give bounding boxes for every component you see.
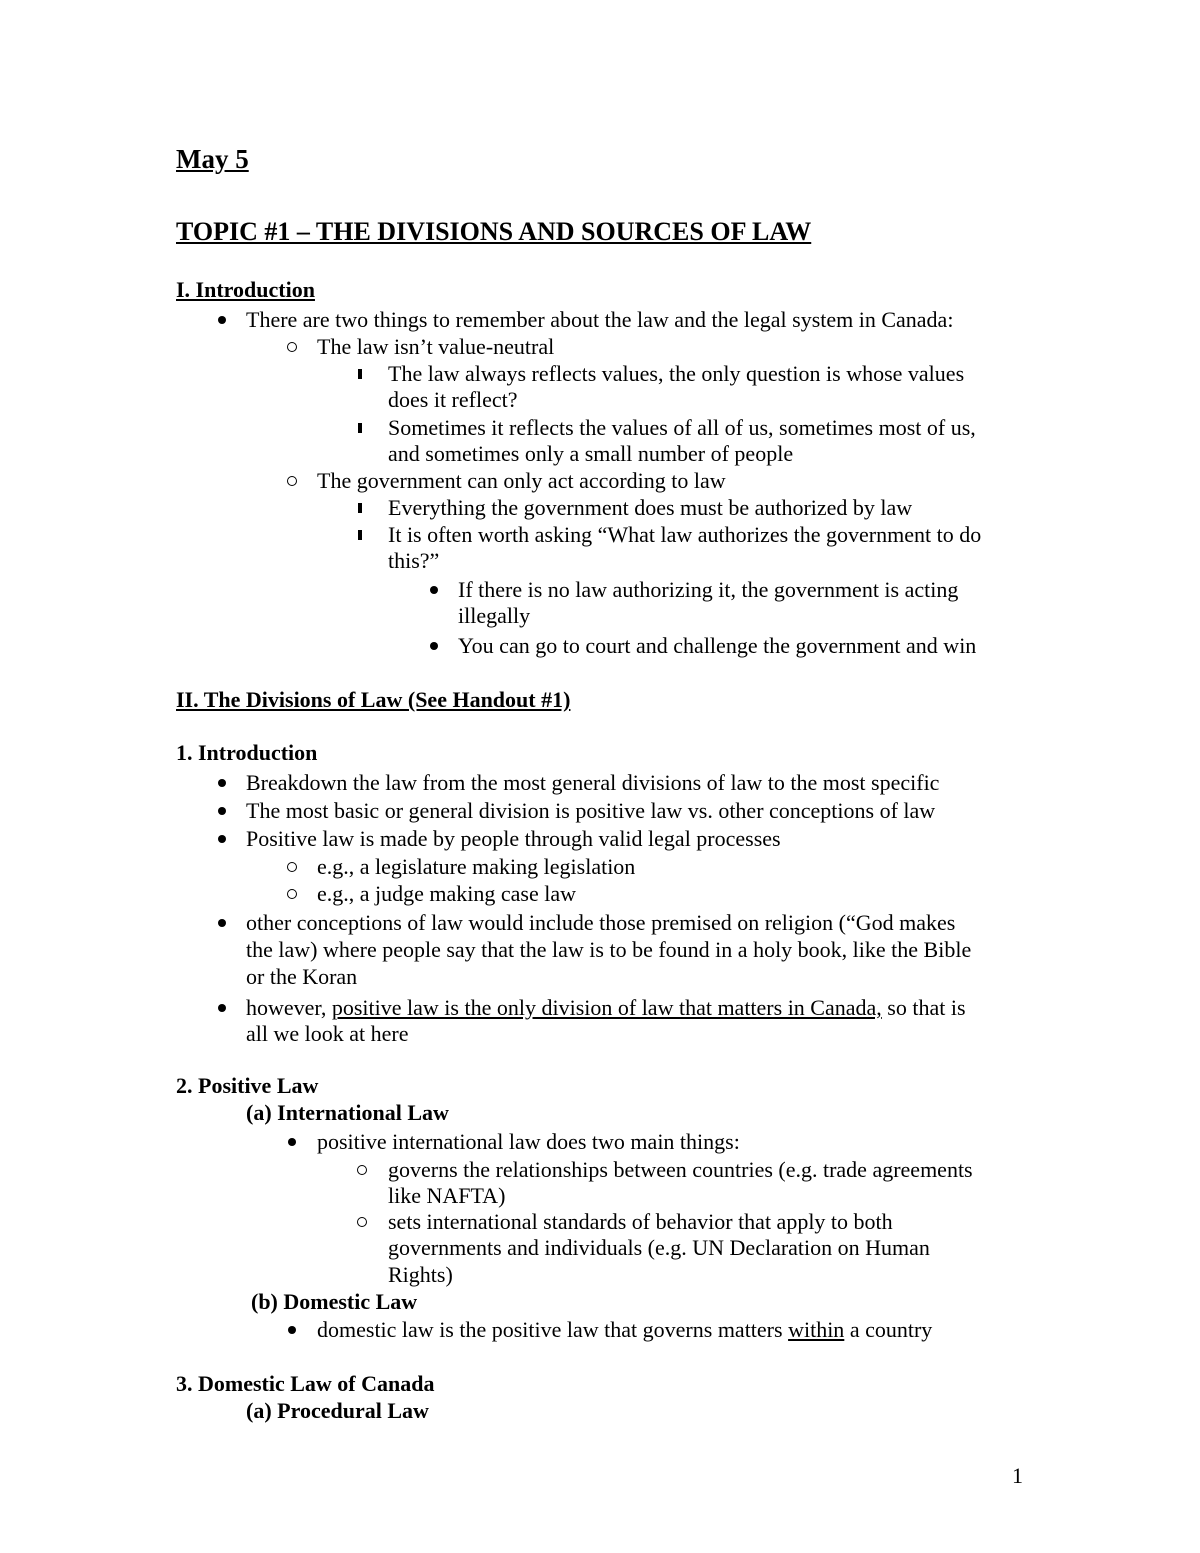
text-segment: however, [246, 995, 332, 1020]
subheading-introduction: 1. Introduction [176, 740, 318, 765]
list-item-continued: the law) where people say that the law is to be found in a holy book, like the Bible [246, 937, 972, 962]
list-item: The law isn’t value-neutral [317, 334, 555, 359]
list-item: e.g., a legislature making legislation [317, 854, 636, 879]
list-item: e.g., a judge making case law [317, 881, 577, 906]
list-item-continued: or the Koran [246, 964, 358, 989]
list-item: It is often worth asking “What law authorizes the government to do [388, 522, 982, 547]
list-item-continued: and sometimes only a small number of people [388, 441, 794, 466]
list-item: You can go to court and challenge the government and win [458, 633, 977, 658]
subheading-international-law: (a) International Law [246, 1100, 449, 1125]
list-item [246, 994, 966, 1021]
list-item-continued: like NAFTA) [388, 1183, 506, 1208]
list-item-continued: this?” [388, 548, 440, 573]
underlined-text: positive law is the only division of law that matters in Canada, [331, 995, 882, 1020]
subheading-domestic-law: (b) Domestic Law [251, 1289, 418, 1314]
underlined-text: within [788, 1317, 845, 1342]
list-item: Sometimes it reflects the values of all of us, sometimes most of us, [388, 415, 976, 440]
list-item-continued: Rights) [388, 1262, 453, 1287]
list-item: Breakdown the law from the most general divisions of law to the most specific [246, 770, 940, 795]
section-heading-divisions: II. The Divisions of Law (See Handout #1) [176, 687, 571, 712]
list-item-continued: governments and individuals (e.g. UN Declaration on Human [388, 1235, 930, 1260]
list-item: other conceptions of law would include those premised on religion (“God makes [246, 910, 956, 935]
list-item-continued: illegally [458, 603, 531, 628]
list-item-continued: all we look at here [246, 1021, 409, 1046]
list-item: If there is no law authorizing it, the government is acting [458, 577, 959, 602]
list-item: The law always reflects values, the only question is whose values [388, 361, 965, 386]
text-segment: domestic law is the positive law that governs matters [317, 1317, 789, 1342]
page-number: 1 [1012, 1463, 1023, 1488]
topic-heading: TOPIC #1 – THE DIVISIONS AND SOURCES OF LAW [176, 217, 812, 246]
list-item-continued: does it reflect? [388, 387, 518, 412]
list-item: Positive law is made by people through valid legal processes [246, 826, 781, 851]
list-item: Everything the government does must be authorized by law [388, 495, 913, 520]
list-item: positive international law does two main things: [317, 1129, 740, 1154]
date-title: May 5 [176, 144, 249, 174]
section-heading-introduction: I. Introduction [176, 277, 315, 302]
text-segment: a country [844, 1317, 933, 1342]
list-item [317, 1316, 932, 1343]
subheading-positive-law: 2. Positive Law [176, 1073, 319, 1098]
subheading-procedural-law: (a) Procedural Law [246, 1398, 429, 1423]
list-item: The government can only act according to law [317, 468, 726, 493]
list-item: sets international standards of behavior that apply to both [388, 1209, 893, 1234]
list-item: The most basic or general division is positive law vs. other conceptions of law [246, 798, 936, 823]
list-item: governs the relationships between countries (e.g. trade agreements [388, 1157, 973, 1182]
subheading-domestic-law-canada: 3. Domestic Law of Canada [176, 1371, 435, 1396]
text-segment: so that is [881, 995, 966, 1020]
list-item: There are two things to remember about the law and the legal system in Canada: [246, 307, 954, 332]
